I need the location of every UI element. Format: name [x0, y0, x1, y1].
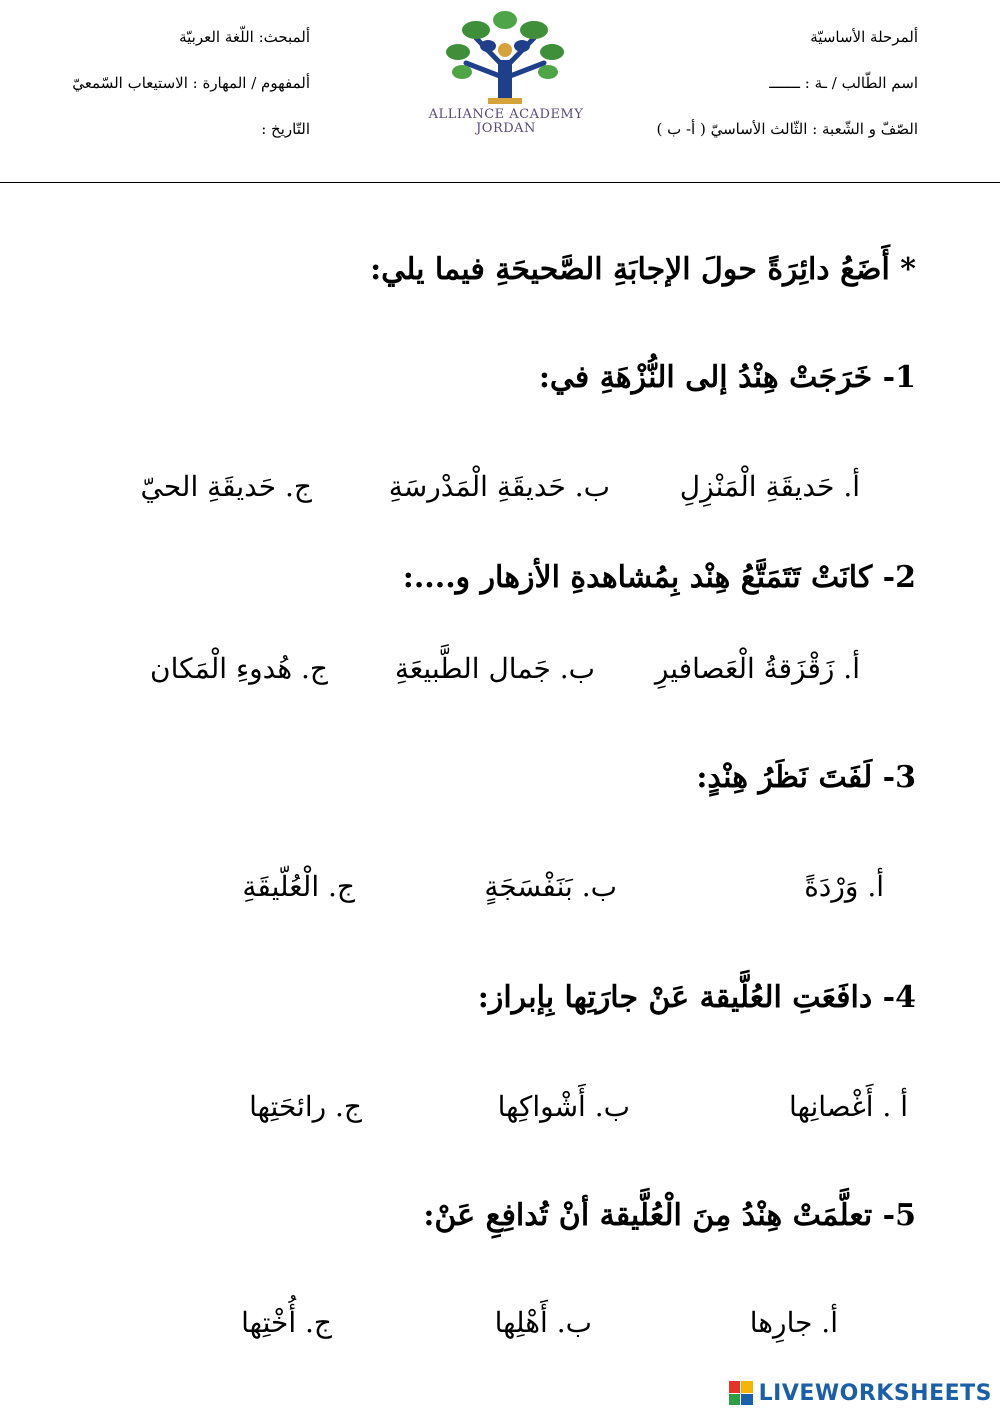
- question-2: 2- كانَتْ تَتَمَتَّعُ هِنْد بِمُشاهدةِ الأزهار و....:: [402, 560, 916, 595]
- tree-icon: [446, 11, 564, 104]
- q5-option-c[interactable]: ج. أُخْتِها: [241, 1306, 332, 1339]
- instruction: * أَضَعُ دائِرَةً حولَ الإجابَةِ الصَّحيحَةِ فيما يلي:: [370, 252, 916, 287]
- header-date: التّاريخ :: [261, 120, 310, 138]
- liveworksheets-brand: [729, 1376, 992, 1410]
- q5-option-a[interactable]: أ. جارِها: [749, 1306, 838, 1339]
- question-3: 3- لَفَتَ نَظَرُ هِنْدٍ:: [696, 760, 916, 795]
- header-stage: ألمرحلة الأساسيّة: [810, 28, 918, 46]
- liveworksheets-wordmark: LIVEWORKSHEETS: [758, 1380, 992, 1406]
- liveworksheets-icon: [729, 1381, 753, 1405]
- q2-option-b[interactable]: ب. جَمال الطَّبيعَةِ: [394, 652, 595, 685]
- logo-line-1: ALLIANCE ACADEMY: [428, 107, 584, 122]
- q1-option-c[interactable]: ج. حَديقَةِ الحيّ: [140, 470, 312, 503]
- question-1: 1- خَرَجَتْ هِنْدُ إلى النُّزْهَةِ في:: [538, 360, 916, 395]
- q4-option-c[interactable]: ج. رائحَتِها: [249, 1090, 362, 1123]
- q1-option-a[interactable]: أ. حَديقَةِ الْمَنْزِلِ: [679, 470, 860, 503]
- header-concept-skill: ألمفهوم / المهارة : الاستيعاب السّمعيّ: [72, 74, 310, 92]
- header-divider: [0, 182, 1000, 183]
- question-4: 4- دافَعَتِ العُلَّيقة عَنْ جارَتِها بِإبراز:: [477, 980, 916, 1015]
- q1-option-b[interactable]: ب. حَديقَةِ الْمَدْرسَةِ: [388, 470, 610, 503]
- q2-option-c[interactable]: ج. هُدوءِ الْمَكان: [150, 652, 328, 685]
- q3-option-a[interactable]: أ. وَرْدَةً: [804, 870, 884, 903]
- q3-option-c[interactable]: ج. الْعُلّيقَةِ: [242, 870, 355, 903]
- question-5: 5- تعلَّمَتْ هِنْدُ مِنَ الْعُلَّيقة أنْ تُدافِعِ عَنْ:: [423, 1198, 916, 1233]
- q4-option-b[interactable]: ب. أَشْواكِها: [497, 1090, 630, 1123]
- logo-line-2: JORDAN: [476, 121, 536, 136]
- header-subject: ألمبحث: اللّغة العربيّة: [179, 28, 310, 46]
- header-class-section: الصّفّ و الشّعبة : الثّالث الأساسيّ ( أ- ب ): [656, 120, 918, 138]
- q3-option-b[interactable]: ب. بَنَفْسَجَةٍ: [484, 870, 617, 903]
- q4-option-a[interactable]: أ . أَغْصانِها: [789, 1090, 908, 1123]
- header-student-name: اسم الطّالب / ـة : ـــــــ: [769, 74, 918, 92]
- q5-option-b[interactable]: ب. أَهْلِها: [494, 1306, 592, 1339]
- q2-option-a[interactable]: أ. زَقْزَقةُ الْعَصافيرِ: [654, 652, 860, 685]
- logo-wordmark: [420, 108, 592, 136]
